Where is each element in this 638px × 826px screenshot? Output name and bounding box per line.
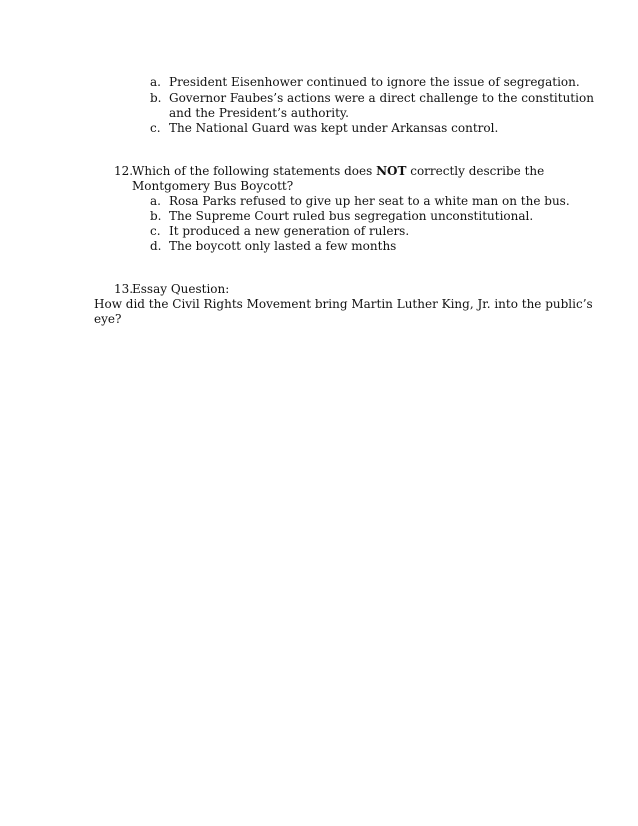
q13-title: Essay Question: (132, 282, 230, 296)
q11-option-c-text: The National Guard was kept under Arkansas control. (169, 121, 499, 135)
q13-prompt-line1: How did the Civil Rights Movement bring Martin Luther King, Jr. into the public’s (94, 297, 593, 311)
q12-option-a-text: Rosa Parks refused to give up her seat to a white man on the bus. (169, 194, 570, 208)
option-letter: c. (150, 121, 161, 135)
q11-option-a (150, 75, 161, 90)
q13-prompt-line2: eye? (94, 312, 122, 326)
q12-stem-after: correctly describe the (406, 164, 545, 178)
q11-option-b (150, 91, 162, 106)
q12-option-a-letter: a. (150, 194, 161, 208)
q12-stem-line1 (132, 164, 544, 179)
q11-option-a-text: President Eisenhower continued to ignore the issue of segregation. (169, 75, 580, 89)
q13-number: 13. (114, 282, 134, 296)
q11-option-b-text-line1: Governor Faubes’s actions were a direct challenge to the constitution (169, 91, 594, 105)
q12-option-b-letter: b. (150, 209, 162, 223)
q12-option-c-letter: c. (150, 224, 161, 238)
q12-stem-emphasis: NOT (376, 164, 407, 178)
q12-stem-line2: Montgomery Bus Boycott? (132, 179, 294, 193)
option-letter: b. (150, 91, 162, 105)
q12-stem-before: Which of the following statements does (132, 164, 377, 178)
q12-option-b-text: The Supreme Court ruled bus segregation unconstitutional. (169, 209, 534, 223)
q12-option-c-text: It produced a new generation of rulers. (169, 224, 410, 238)
q12-option-d-letter: d. (150, 239, 162, 253)
q11-option-b-text-line2: and the President’s authority. (169, 106, 349, 120)
q11-option-c (150, 121, 161, 136)
option-letter: a. (150, 75, 161, 89)
q12-option-d-text: The boycott only lasted a few months (169, 239, 397, 253)
q12-number: 12. (114, 164, 134, 178)
